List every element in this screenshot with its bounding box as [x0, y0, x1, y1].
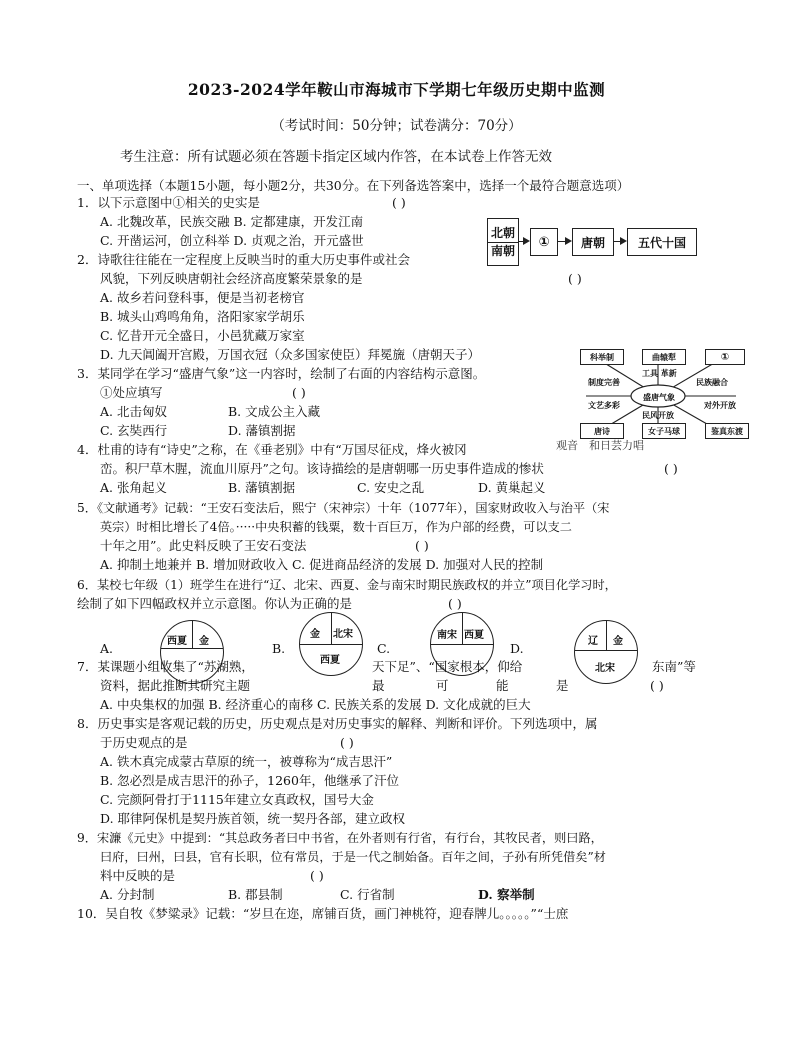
circle-a-left: 西夏	[167, 636, 187, 647]
q7-line2-e: 是	[556, 678, 569, 693]
q5-line2: 英宗）时相比增长了4倍。·····中央积蓄的钱粟，数十百巨万，作为户部的经费，可以支二	[100, 520, 572, 534]
q8-option-b: B. 忽必烈是成吉思汗的孙子，1260年，他继承了汗位	[100, 773, 399, 788]
mind-map-culture: 文艺多彩	[588, 401, 620, 410]
q7-line2-c: 可	[436, 678, 449, 693]
q7-line2-a: 资料，据此推断其研究主题	[100, 678, 251, 693]
exam-title: 2023-2024学年鞍山市海城市下学期七年级历史期中监测	[187, 80, 606, 99]
mind-map-open: 对外开放	[704, 401, 736, 410]
circle-b-left: 金	[310, 629, 320, 640]
q9-option-a: A. 分封制	[100, 887, 155, 902]
q3-stem-blank: ①处应填写	[100, 385, 163, 400]
q2-stem-line2: 风貌，下列反映唐朝社会经济高度繁荣景象的是	[100, 271, 363, 286]
q7-line1-b: 天下足”、“国家根本，仰给	[372, 659, 523, 674]
q5-options: A. 抑制土地兼并 B. 增加财政收入 C. 促进商品经济的发展 D. 加强对人民的控制	[100, 557, 544, 572]
north-dynasty-label: 北朝	[490, 225, 515, 240]
q4-option-d: D. 黄巢起义	[478, 480, 546, 495]
q9-line1: 9．宋濂《元史》中提到：“其总政务者曰中书省，在外者则有行省，有行台，其牧民者，则曰路，	[77, 831, 603, 845]
q1-answer-paren: ( )	[392, 195, 406, 210]
mind-map-system: 制度完善	[588, 378, 620, 387]
q2-option-d: D. 九天阊阖开宫殿，万国衣冠（众多国家使臣）拜冕旒（唐朝天子）	[100, 347, 481, 362]
mind-map-poem: 唐诗	[580, 423, 624, 439]
q5-line3: 十年之用”。此史料反映了王安石变法	[100, 538, 307, 553]
five-dynasties-box: 五代十国	[627, 228, 697, 256]
mind-map-jianzhen: 鉴真东渡	[705, 423, 749, 439]
q4-option-a: A. 张角起义	[100, 480, 167, 495]
q8-option-a: A. 铁木真完成蒙古草原的统一，被尊称为“成吉思汗”	[100, 754, 393, 769]
q7-line2-d: 能	[496, 678, 509, 693]
q6-label-d: D.	[510, 641, 524, 656]
circle-b-bottom: 西夏	[320, 655, 340, 666]
q9-line3: 料中反映的是	[100, 868, 176, 883]
q8-line1: 8．历史事实是客观记载的历史，历史观点是对历史事实的解释、判断和评价。下列选项中，属	[77, 716, 598, 731]
q1-options-cd: C. 开凿运河，创立科举 D. 贞观之治，开元盛世	[100, 233, 364, 248]
q7-line1-a: 7．某课题小组收集了“苏湖熟，	[77, 659, 254, 674]
q3-option-c: C. 玄奘西行	[100, 423, 168, 438]
q1-stem: 1．以下示意图中①相关的史实是	[77, 195, 260, 210]
arrow-icon	[614, 241, 625, 242]
arrow-icon	[519, 241, 528, 242]
mind-map-ethnic: 民族融合	[696, 378, 728, 387]
q8-answer-paren: ( )	[340, 735, 354, 750]
q2-answer-paren: ( )	[568, 271, 582, 286]
circle-c-left: 南宋	[437, 630, 457, 641]
q6-label-a: A.	[100, 641, 114, 656]
q4-stem-line2: 峦。积尸草木腥，流血川原丹”之句。该诗描绘的是唐朝哪一历史事件造成的惨状	[100, 461, 544, 476]
tang-dynasty-box: 唐朝	[572, 228, 614, 256]
q6-line1: 6．某校七年级（1）班学生在进行“辽、北宋、西夏、金与南宋时期民族政权的并立”项目化学习时，	[77, 578, 617, 592]
mind-map-cut-text: 观音 和日芸力唱	[556, 439, 644, 452]
q6-label-c: C.	[377, 641, 391, 656]
circle-diagram-d	[574, 620, 638, 684]
q2-stem-line1: 2．诗歌往往能在一定程度上反映当时的重大历史事件或社会	[77, 252, 410, 267]
q3-stem: 3．某同学在学习“盛唐气象”这一内容时，绘制了右面的内容结构示意图。	[77, 366, 486, 381]
circle-a-right: 金	[199, 636, 209, 647]
mind-map-keju: 科举制	[580, 349, 624, 365]
q10-line1: 10．吴自牧《梦粱录》记载：“岁旦在迩，席铺百货，画门神桃符，迎春牌儿。。。。。”“士庶	[77, 906, 569, 921]
q1-blank-box: ①	[530, 228, 558, 256]
circle-d-right: 金	[613, 636, 623, 647]
q3-answer-paren: ( )	[292, 385, 306, 400]
mind-map-tools: 工具 革新	[642, 369, 677, 378]
q7-line2-b: 最	[372, 678, 385, 693]
arrow-icon	[558, 241, 570, 242]
q9-option-d: D. 察举制	[478, 887, 535, 902]
mind-map-plow: 曲辕犁	[642, 349, 686, 365]
q2-option-c: C. 忆昔开元全盛日，小邑犹藏万家室	[100, 328, 305, 343]
q8-line2: 于历史观点的是	[100, 735, 188, 750]
q4-answer-paren: ( )	[664, 461, 678, 476]
q6-label-b: B.	[272, 641, 286, 656]
q9-line2: 曰府，曰州，曰县，官有长职，位有常员，于是一代之制始备。百年之间，子孙有所凭借矣”材	[100, 850, 606, 864]
circle-c-right: 西夏	[464, 630, 484, 641]
mind-map-blank: ①	[705, 349, 745, 365]
south-dynasty-label: 南朝	[490, 243, 515, 258]
north-south-dynasties-box	[487, 218, 519, 266]
q8-option-d: D. 耶律阿保机是契丹族首领，统一契丹各部，建立政权	[100, 811, 406, 826]
q5-answer-paren: ( )	[415, 538, 429, 553]
circle-d-bottom: 北宋	[595, 663, 615, 674]
circle-d-left: 辽	[588, 636, 598, 647]
q4-option-b: B. 藩镇割据	[228, 480, 296, 495]
q4-stem-line1: 4．杜甫的诗有“诗史”之称，在《垂老别》中有“万国尽征戍，烽火被冈	[77, 442, 467, 457]
q8-option-c: C. 完颜阿骨打于1115年建立女真政权，国号大金	[100, 792, 374, 807]
q2-option-b: B. 城头山鸡鸣角角，洛阳家家学胡乐	[100, 309, 305, 324]
circle-b-right: 北宋	[333, 629, 353, 640]
q9-answer-paren: ( )	[310, 868, 324, 883]
q1-options-ab: A. 北魏改革，民族交融 B. 定都建康，开发江南	[100, 214, 364, 229]
q7-options: A. 中央集权的加强 B. 经济重心的南移 C. 民族关系的发展 D. 文化成就的巨大	[100, 697, 531, 712]
q6-line2: 绘制了如下四幅政权并立示意图。你认为正确的是	[77, 596, 353, 611]
mind-map-center: 盛唐气象	[643, 393, 675, 402]
exam-subtitle: （考试时间：50分钟；试卷满分：70分）	[271, 118, 522, 134]
circle-diagram-b	[299, 612, 363, 676]
q7-answer-paren: ( )	[650, 678, 664, 693]
mind-map-social: 民风开放	[642, 411, 674, 420]
q2-option-a: A. 故乡若问登科事，便是当初老榜官	[100, 290, 305, 305]
mind-map-polo: 女子马球	[642, 423, 686, 439]
q3-option-a: A. 北击匈奴	[100, 404, 167, 419]
q9-option-b: B. 郡县制	[228, 887, 283, 902]
q7-line1-c: 东南”等	[652, 659, 696, 674]
section-heading: 一、单项选择（本题15小题，每小题2分，共30分。在下列备选答案中，选择一个最符合题意选项）	[77, 178, 630, 193]
q3-option-d: D. 藩镇割据	[228, 423, 296, 438]
exam-notice: 考生注意：所有试题必须在答题卡指定区域内作答，在本试卷上作答无效	[120, 149, 552, 165]
q4-option-c: C. 安史之乱	[357, 480, 425, 495]
q6-answer-paren: ( )	[448, 596, 462, 611]
q9-option-c: C. 行省制	[340, 887, 395, 902]
q5-line1: 5．《文献通考》记载：“王安石变法后，熙宁（宋神宗）十年（1077年），国家财政收入与治平（宋	[77, 501, 610, 515]
q3-option-b: B. 文成公主入藏	[228, 404, 321, 419]
